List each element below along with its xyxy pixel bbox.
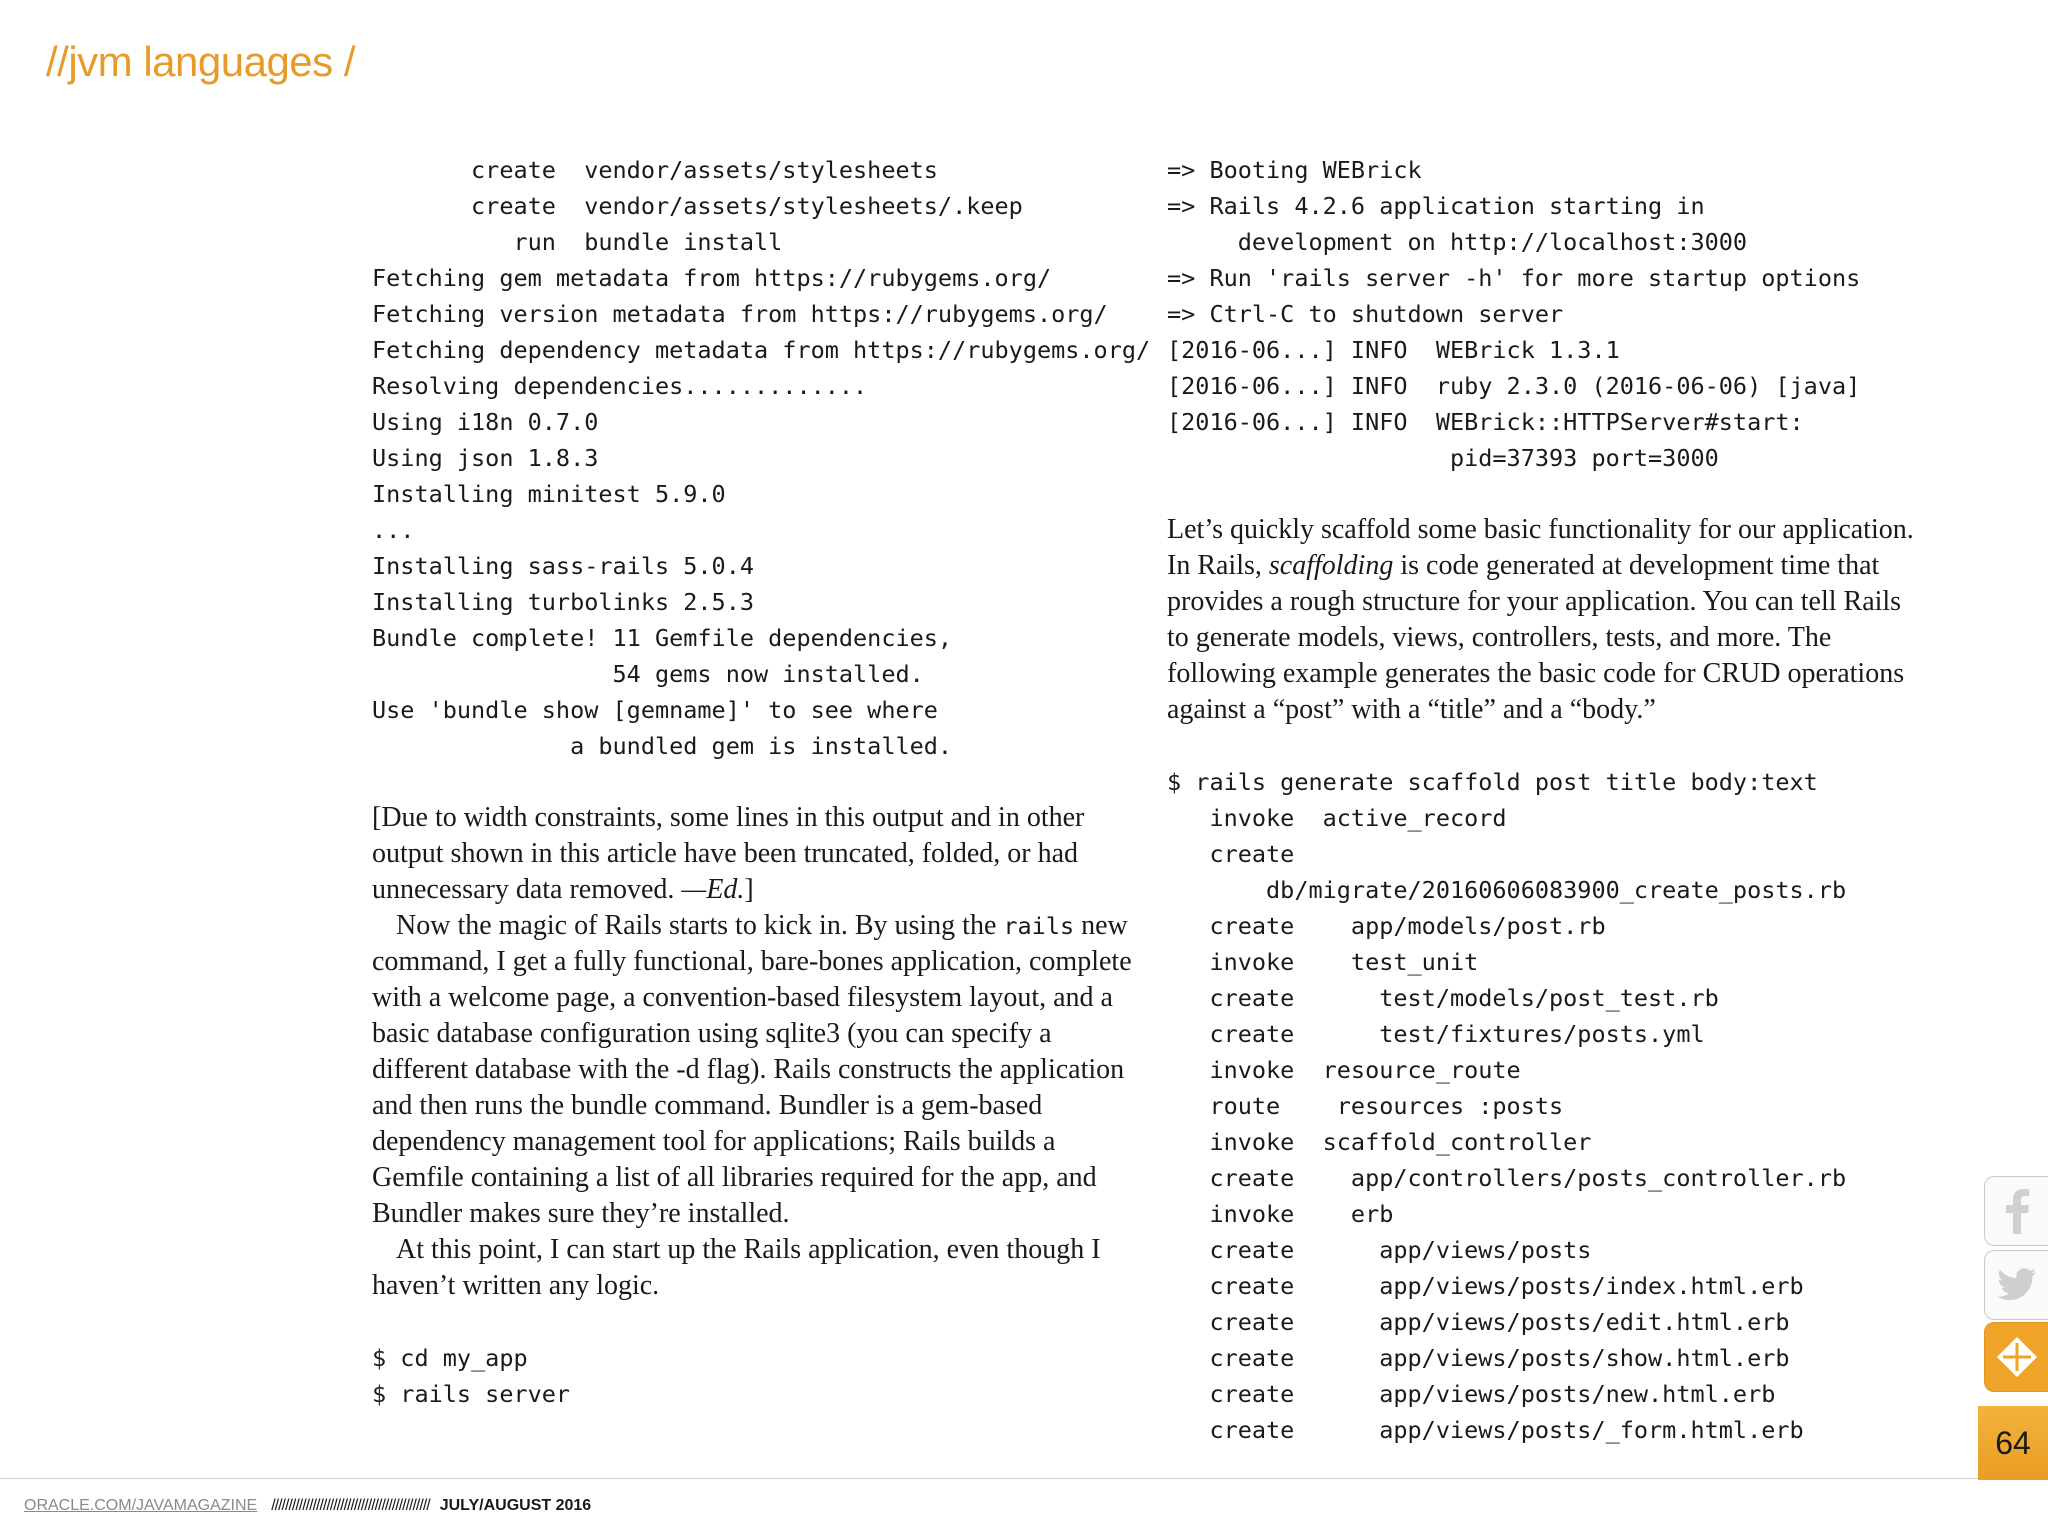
section-title: //jvm languages /	[46, 38, 356, 85]
bundle-install-output: create vendor/assets/stylesheets create vendor/assets/stylesheets/.keep run bundle install Fetching gem metadata from https://rubygems.org/ Fetching version metadata from https://rubygems.org/ Fetching dependency metadata from https://rubygems.org/ Resolving dependencies............. Using i18n 0.7.0 Using json 1.8.3 Installing minitest 5.9.0 ... Installing sass-rails 5.0.4 Installing turbolinks 2.5.3 Bundle complete! 11 Gemfile dependencies, 54 gems now installed. Use 'bundle show [gemname]' to see where a bundled gem is installed.	[372, 156, 1151, 760]
right-column	[1167, 152, 1927, 1448]
footer-issue: JULY/AUGUST 2016	[439, 1497, 592, 1514]
paragraph-start-app: At this point, I can start up the Rails application, even though I haven’t written any logic.	[372, 1234, 1101, 1301]
inline-code-rails: rails	[1003, 912, 1075, 940]
paragraph-text: flag). Rails constructs the application and then runs the bundle command. Bundler is a gem-based dependency management tool for applications; Rails builds a Gemfile containing a list of all libraries required for the app, and Bundler makes sure they’re installed.	[372, 1054, 1125, 1229]
webrick-boot-output: => Booting WEBrick => Rails 4.2.6 application starting in development on http://localhost:3000 => Run 'rails server -h' for more startup options => Ctrl-C to shutdown server [2016-06...] INFO WEBrick 1.3.1 [2016-06...] INFO ruby 2.3.0 (2016-06-06) [java] [2016-06...] INFO WEBrick::HTTPServer#start: pid=37393 port=3000	[1167, 156, 1861, 472]
term-scaffolding: scaffolding	[1268, 550, 1394, 581]
footer	[24, 1494, 591, 1518]
paragraph-text: Now the magic of Rails starts to kick in. By using the	[396, 910, 1004, 941]
editor-note-signature: —Ed.	[681, 874, 745, 905]
page-number: 64	[1978, 1406, 2048, 1480]
inline-code-d-flag: -d	[676, 1054, 700, 1085]
paragraph-text: new command, I get a fully functional, bare-bones application, complete with a welcome page, a convention-based filesystem layout, and a basic database configuration using sqlite3 (you can specify a different database with the	[372, 910, 1132, 1085]
facebook-share-button[interactable]	[1984, 1176, 2048, 1246]
email-icon	[1995, 1335, 2039, 1379]
paragraph-text: Let’s quickly scaffold some basic functionality for our application. In Rails,	[1167, 514, 1914, 581]
editor-note-close: ]	[744, 874, 754, 905]
scaffold-generate-output: $ rails generate scaffold post title body:text invoke active_record create db/migrate/20160606083900_create_posts.rb create app/models/post.rb invoke test_unit create test/models/post_test.rb create test/fixtures/posts.yml invoke resource_route route resources :posts invoke scaffold_controller create app/controllers/posts_controller.rb invoke erb create app/views/posts create app/views/posts/index.html.erb create app/views/posts/edit.html.erb create app/views/posts/show.html.erb create app/views/posts/new.html.erb create app/views/posts/_form.html.erb	[1167, 768, 1847, 1444]
facebook-icon	[2002, 1188, 2032, 1234]
email-share-button[interactable]	[1984, 1322, 2048, 1392]
footer-divider	[0, 1478, 2048, 1479]
paragraph-text: is code generated at development time that provides a rough structure for your application. You can tell Rails to generate models, views, controllers, tests, and more. The following example generates the basic code for CRUD operations against a “post” with a “title” and a “body.”	[1167, 550, 1905, 725]
paragraph-scaffold	[1167, 512, 1927, 728]
editor-note	[372, 800, 1132, 908]
left-column	[372, 152, 1151, 1412]
footer-slashes: //////////////////////////////////////////////	[271, 1497, 430, 1514]
footer-site-link[interactable]: ORACLE.COM/JAVAMAGAZINE	[24, 1497, 258, 1514]
editor-note-text: [Due to width constraints, some lines in this output and in other output shown in this article have been truncated, folded, or had unnecessary data removed.	[372, 802, 1085, 905]
twitter-share-button[interactable]	[1984, 1250, 2048, 1320]
twitter-icon	[1997, 1268, 2037, 1302]
paragraph-rails-magic	[372, 908, 1132, 1232]
rails-server-command: $ cd my_app $ rails server	[372, 1344, 571, 1408]
